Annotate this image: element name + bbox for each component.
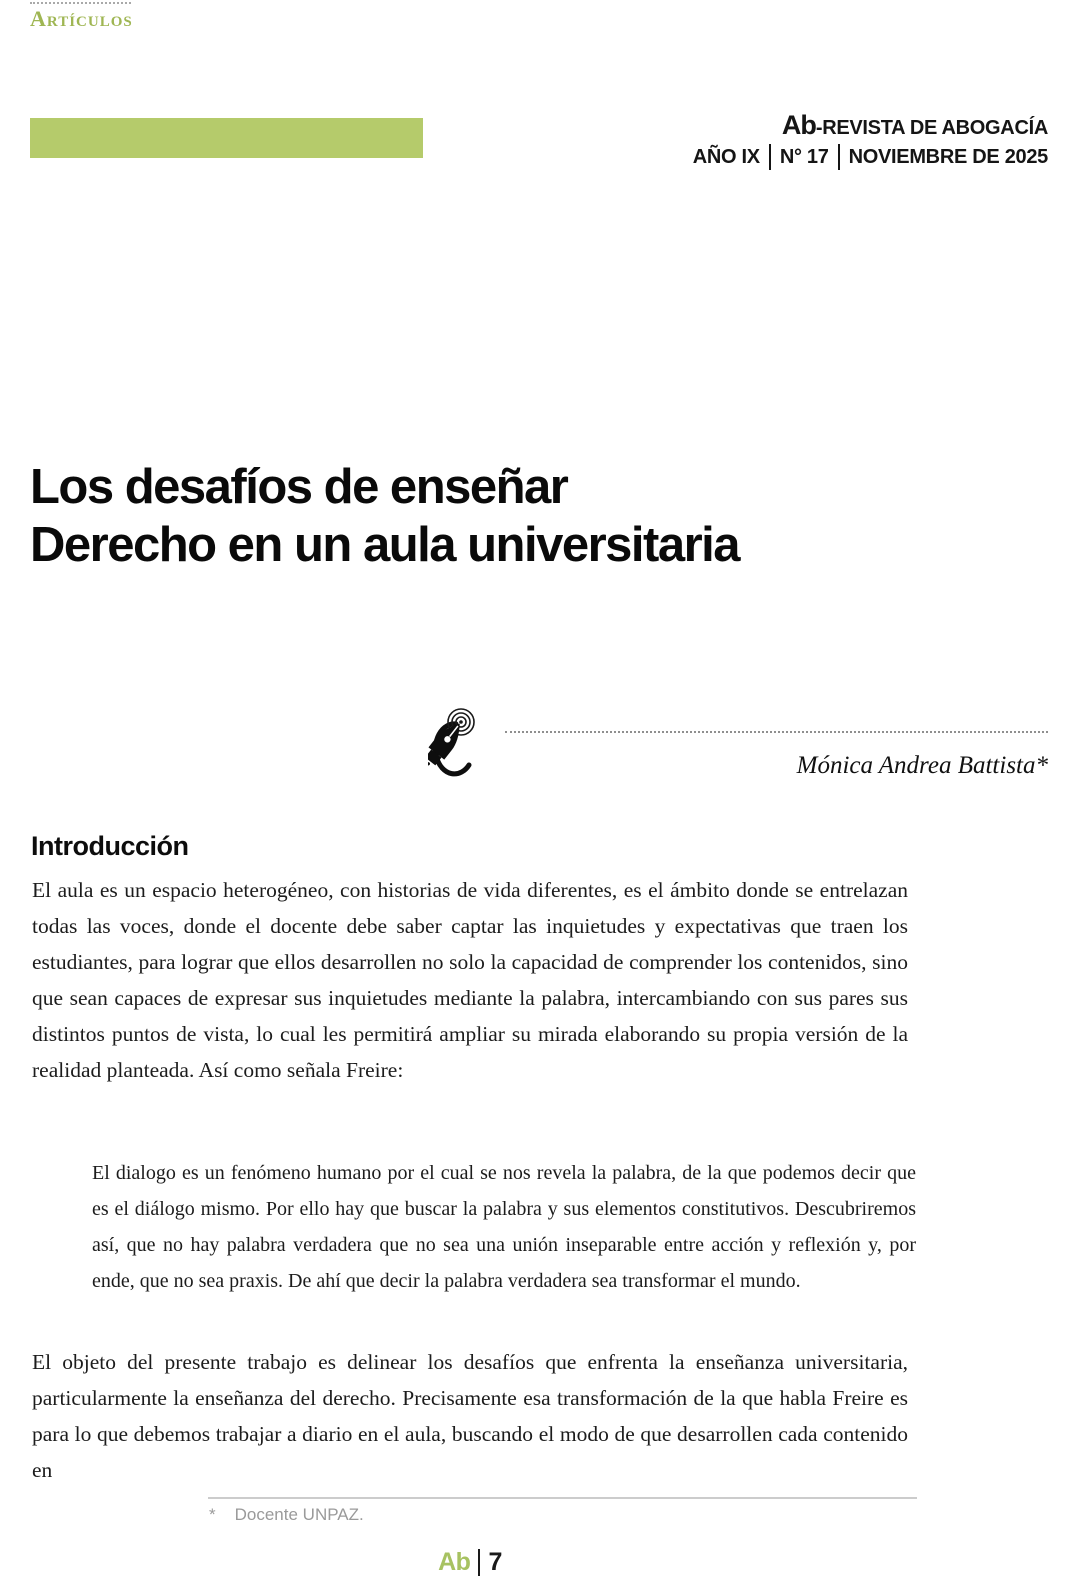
- masthead: [693, 112, 1048, 170]
- accent-bar: [30, 118, 423, 158]
- divider: [478, 1549, 480, 1576]
- page-number: 7: [488, 1548, 502, 1576]
- issue-number: N° 17: [779, 146, 829, 168]
- footnote: [209, 1505, 364, 1525]
- page-footer: [32, 1548, 908, 1577]
- masthead-title: [693, 112, 1048, 139]
- section-kicker: Artículos: [30, 6, 133, 31]
- masthead-issue-line: [693, 144, 1048, 170]
- masthead-brand: Ab: [781, 110, 816, 140]
- masthead-brand-suffix: -REVISTA DE ABOGACÍA: [815, 117, 1048, 139]
- freire-quote: El dialogo es un fenómeno humano por el cual se nos revela la palabra, de la que podemos decir que es el diálogo mismo. Por ello hay que buscar la palabra y sus elementos constitutivos. Descubriremos así, que no hay palabra verdadera que no sea una unión inseparable entre acción y reflexión y, por ende, que no sea praxis. De ahí que decir la palabra verdadera sea transformar el mundo.: [92, 1162, 916, 1292]
- byline-dotted-rule: [505, 731, 1048, 733]
- kicker-dotted-rule: [30, 2, 131, 4]
- pen-nib-icon: [428, 702, 494, 792]
- issue-year: AÑO IX: [692, 146, 760, 168]
- author-byline: Mónica Andrea Battista*: [796, 752, 1048, 779]
- article-title-line2: Derecho en un aula universitaria: [30, 518, 740, 572]
- body-paragraph: El objeto del presente trabajo es delinear los desafíos que enfrenta la enseñanza universitaria, particularmente la enseñanza del derecho. Precisamente esa transformación de la que habla Freire es para lo que debemos trabajar a diario en el aula, buscando el modo de que desarrollen cada contenido en: [32, 1350, 908, 1482]
- footnote-rule: [208, 1497, 917, 1499]
- article-title-line1: Los desafíos de enseñar: [30, 460, 568, 514]
- intro-paragraph: El aula es un espacio heterogéneo, con historias de vida diferentes, es el ámbito donde se entrelazan todas las voces, donde el docente debe saber captar las inquietudes y expectativas que traen los estudiantes, para lograr que ellos desarrollen no solo la capacidad de comprender los contenidos, sino que sean capaces de expresar sus inquietudes mediante la palabra, intercambiando con sus pares sus distintos puntos de vista, lo cual les permitirá ampliar su mirada elaborando su propia versión de la realidad planteada. Así como señala Freire:: [32, 878, 908, 1082]
- footnote-marker: *: [209, 1505, 216, 1524]
- footnote-text: Docente UNPAZ.: [234, 1505, 364, 1524]
- footer-brand: Ab: [438, 1548, 471, 1576]
- divider: [838, 144, 840, 170]
- article-title: [30, 458, 960, 574]
- divider: [769, 144, 771, 170]
- issue-date: NOVIEMBRE DE 2025: [848, 146, 1048, 168]
- section-heading: Introducción: [31, 831, 189, 861]
